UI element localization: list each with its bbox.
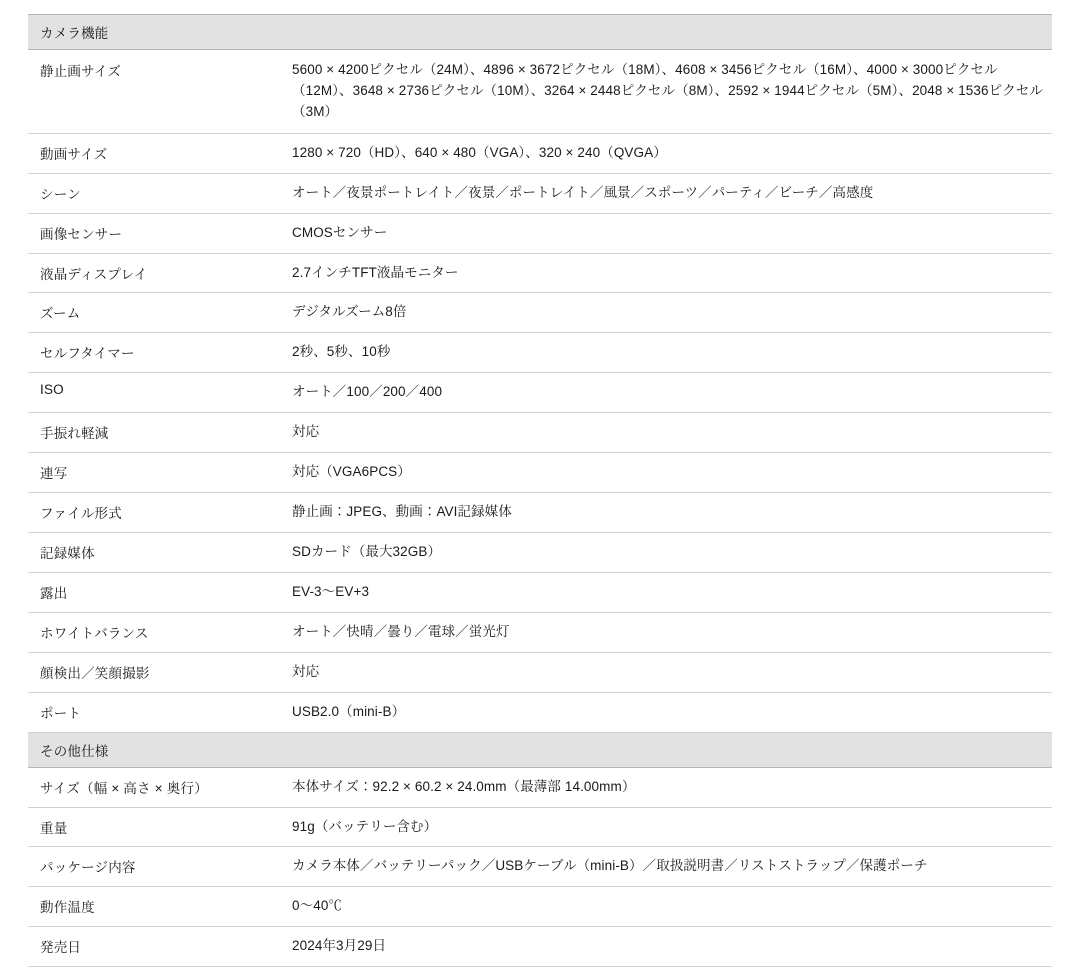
section-heading: カメラ機能	[28, 15, 1052, 50]
table-row	[28, 213, 1052, 253]
row-label: ズーム	[28, 293, 284, 333]
row-value: 対応（VGA6PCS）	[284, 453, 1052, 493]
row-value: 0〜40℃	[284, 887, 1052, 927]
row-label: 静止画サイズ	[28, 50, 284, 134]
table-row	[28, 50, 1052, 134]
row-label: ホワイトバランス	[28, 612, 284, 652]
row-label: 画像センサー	[28, 213, 284, 253]
row-value: 91g（バッテリー含む）	[284, 807, 1052, 847]
row-label: 動作温度	[28, 887, 284, 927]
specifications-table	[28, 14, 1052, 967]
row-value: CMOSセンサー	[284, 213, 1052, 253]
row-value: 2024年3月29日	[284, 927, 1052, 967]
table-row	[28, 612, 1052, 652]
section-heading: その他仕様	[28, 732, 1052, 767]
row-label: 動画サイズ	[28, 133, 284, 173]
row-value: オート／夜景ポートレイト／夜景／ポートレイト／風景／スポーツ／パーティ／ビーチ／高感度	[284, 173, 1052, 213]
row-value: 静止画：JPEG、動画：AVI記録媒体	[284, 493, 1052, 533]
section-header-row	[28, 732, 1052, 767]
table-row	[28, 652, 1052, 692]
table-row	[28, 133, 1052, 173]
row-label: 記録媒体	[28, 532, 284, 572]
table-row	[28, 173, 1052, 213]
row-value: 2.7インチTFT液晶モニター	[284, 253, 1052, 293]
row-value: 対応	[284, 652, 1052, 692]
row-value: SDカード（最大32GB）	[284, 532, 1052, 572]
table-row	[28, 253, 1052, 293]
row-label: シーン	[28, 173, 284, 213]
row-label: ファイル形式	[28, 493, 284, 533]
row-label: ポート	[28, 692, 284, 732]
specifications-table-body	[28, 15, 1052, 967]
table-row	[28, 572, 1052, 612]
row-value: カメラ本体／バッテリーパック／USBケーブル（mini-B）／取扱説明書／リストストラップ／保護ポーチ	[284, 847, 1052, 887]
row-label: ISO	[28, 373, 284, 413]
section-header-row	[28, 15, 1052, 50]
table-row	[28, 807, 1052, 847]
row-label: 重量	[28, 807, 284, 847]
row-label: 発売日	[28, 927, 284, 967]
row-label: セルフタイマー	[28, 333, 284, 373]
table-row	[28, 847, 1052, 887]
row-value: オート／快晴／曇り／電球／蛍光灯	[284, 612, 1052, 652]
row-value: 5600 × 4200ピクセル（24M）、4896 × 3672ピクセル（18M）、4608 × 3456ピクセル（16M）、4000 × 3000ピクセル（12M）、3648 × 2736ピクセル（10M）、3264 × 2448ピクセル（8M）、2592 × 1944ピクセル（5M）、2048 × 1536ピクセル（3M）	[284, 50, 1052, 134]
row-label: パッケージ内容	[28, 847, 284, 887]
table-row	[28, 373, 1052, 413]
row-label: 手振れ軽減	[28, 413, 284, 453]
row-label: サイズ（幅 × 高さ × 奥行）	[28, 767, 284, 807]
table-row	[28, 887, 1052, 927]
table-row	[28, 927, 1052, 967]
row-label: 連写	[28, 453, 284, 493]
table-row	[28, 532, 1052, 572]
table-row	[28, 333, 1052, 373]
table-row	[28, 692, 1052, 732]
table-row	[28, 413, 1052, 453]
row-value: EV-3〜EV+3	[284, 572, 1052, 612]
table-row	[28, 493, 1052, 533]
row-value: 2秒、5秒、10秒	[284, 333, 1052, 373]
row-value: 1280 × 720（HD）、640 × 480（VGA）、320 × 240（QVGA）	[284, 133, 1052, 173]
row-label: 顔検出／笑顔撮影	[28, 652, 284, 692]
row-value: USB2.0（mini-B）	[284, 692, 1052, 732]
table-row	[28, 767, 1052, 807]
row-value: 本体サイズ：92.2 × 60.2 × 24.0mm（最薄部 14.00mm）	[284, 767, 1052, 807]
row-label: 液晶ディスプレイ	[28, 253, 284, 293]
row-value: 対応	[284, 413, 1052, 453]
row-value: オート／100／200／400	[284, 373, 1052, 413]
row-label: 露出	[28, 572, 284, 612]
row-value: デジタルズーム8倍	[284, 293, 1052, 333]
table-row	[28, 293, 1052, 333]
table-row	[28, 453, 1052, 493]
